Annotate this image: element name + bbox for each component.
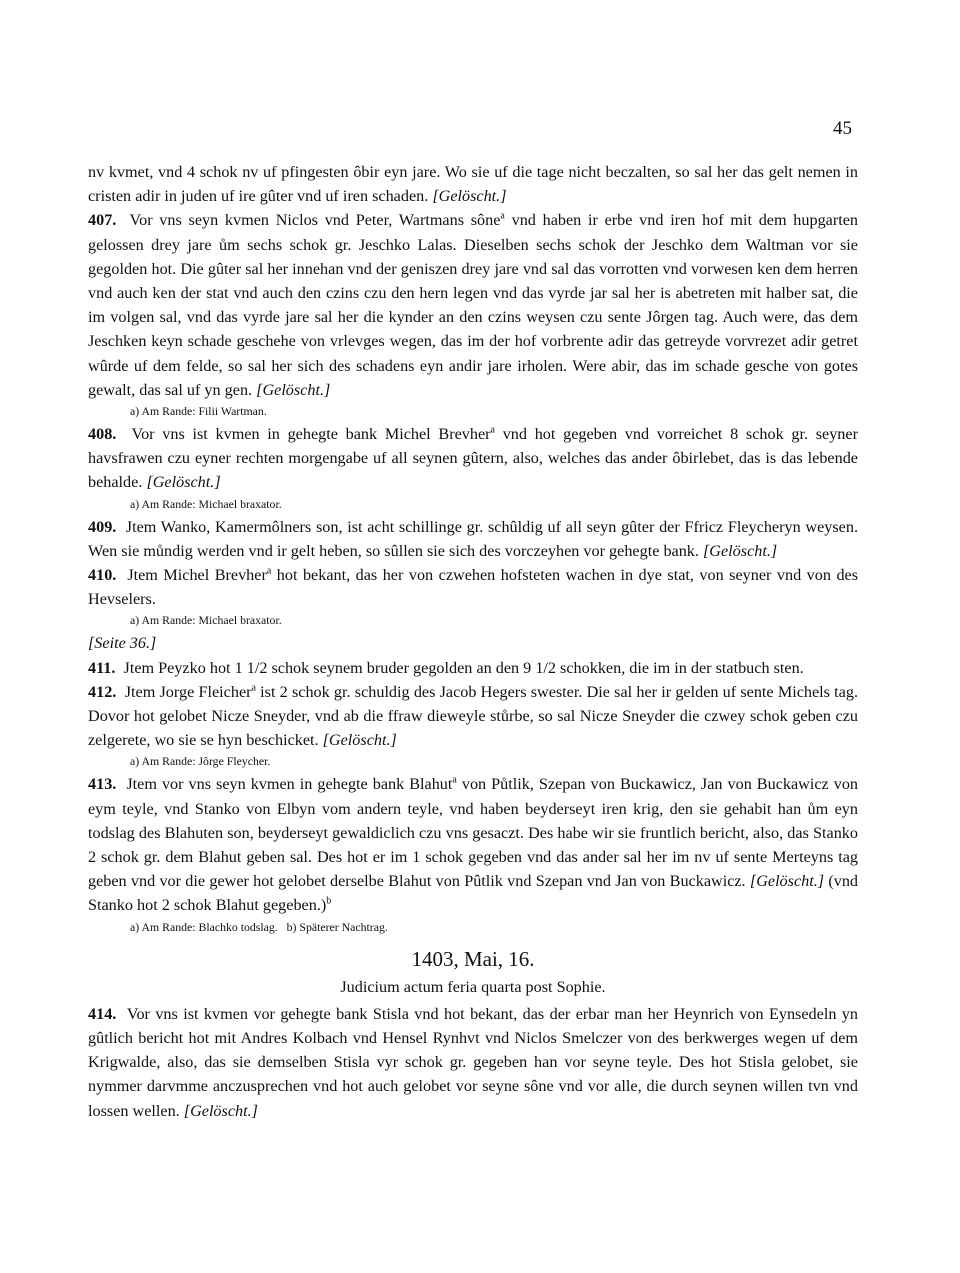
entry-411 [88, 656, 858, 680]
entry-412 [88, 680, 858, 753]
entry-text: Vor vns ist kvmen in gehegte bank Michel Brevher [131, 425, 491, 444]
deleted-marker: [Gelöscht.] [256, 380, 331, 399]
footnote: a) Am Rande: Filii Wartman. [130, 404, 267, 419]
footnote: a) Am Rande: Michael braxator. [130, 496, 282, 511]
entry-text: Jtem Wanko, Kamermôlners son, ist acht schillinge gr. schûldig uf all seyn gûter der Ffricz Fleycheryn weysen. Wen sie můndig werden vnd ir gelt heben, so sûllen sie sich des vorczeyhen vor gehegte bank. [88, 517, 858, 560]
footnote: a) Am Rande: Jôrge Fleycher. [130, 754, 271, 769]
footnote-marker: a [500, 211, 505, 223]
entry-number: 414. [88, 1004, 117, 1023]
footnote-marker: a [266, 565, 272, 577]
session-heading: Judicium actum feria quarta post Sophie. [340, 977, 606, 996]
continuation-paragraph [88, 160, 858, 208]
footnote-marker: a [251, 682, 256, 694]
footnote-marker: a [490, 424, 495, 436]
entry-number: 409. [88, 517, 117, 536]
entry-text: Jtem vor vns seyn kvmen in gehegte bank Blahut [126, 775, 453, 794]
entry-413 [88, 772, 858, 917]
deleted-marker: [Gelöscht.] [749, 872, 825, 891]
deleted-marker: [Gelöscht.] [322, 731, 397, 750]
page-number: 45 [833, 118, 852, 139]
entry-number: 413. [88, 775, 117, 794]
entry-number: 410. [88, 566, 117, 585]
entry-number: 412. [88, 682, 117, 701]
footnote-marker: b [326, 896, 332, 908]
entry-text: nv kvmet, vnd 4 schok nv uf pfingesten ôbir eyn jare. Wo sie uf die tage nicht beczalten, so sal her das gelt nemen in cristen adir in juden uf ire gûter vnd uf iren schaden. [88, 163, 858, 206]
entry-text: vnd haben ir erbe vnd iren hof mit dem hupgarten gelossen drey jare ům sechs schok gr. Jeschko Lalas. Dieselben sechs schok der Jeschko dem Waltman vor sie gegolden hot. Die gûter sal her innehan vnd der geniszen drey jare vnd sal das vorrotten vnd vorwesen ken dem herren vnd auch ken der stat vnd auch den czins czu den hern legen vnd das vyrde jar sal her is abetreten mit halber sat, die im volgen sal, vnd das vyrde jare sal her die kynder an den czins weysen czu sente Jôrgen tag. Auch were, das dem Jeschken keyn schade geschehe von vrlevges wegen, das im der hof vorbrente adir das getreyde vorvrezet adir getret wûrde uf dem felde, so sal her sich des schadens eyn andir jare irholen. Were abir, das im schade gesche von gotes gewalt, das sal uf yn gen. [88, 211, 859, 399]
entry-407 [88, 208, 858, 402]
entry-408 [88, 422, 858, 495]
deleted-marker: [Gelöscht.] [146, 473, 221, 492]
document-body [88, 160, 858, 1123]
footnote: a) Am Rande: Michael braxator. [130, 613, 282, 628]
entry-text: Jtem Michel Brevher [127, 566, 267, 585]
entry-410 [88, 563, 858, 611]
entry-414 [88, 1002, 858, 1123]
entry-text: Vor vns ist kvmen vor gehegte bank Stisla vnd hot bekant, das der erbar man her Heynrich von Eynsedeln yn gûtlich bericht hot mit Andres Kolbach vnd Hensel Rynhvt vnd Niclos Smelczer von des berkwerges wegen uf dem Krigwalde, also, das sie demselben Stisla vyr schok gr. gegeben han vor seyne teyle. Des hot Stisla gelobet, sie nymmer darvmme anczusprechen vnd hot auch gelobet vor seyne sône vnd vor alle, die durch seynen willen tvn vnd lossen wellen. [88, 1004, 858, 1120]
deleted-marker: [Gelöscht.] [703, 541, 778, 560]
footnote-marker: a [452, 775, 457, 787]
entry-409 [88, 515, 858, 563]
date-heading: 1403, Mai, 16. [411, 946, 535, 971]
entry-text: Jtem Peyzko hot 1 1/2 schok seynem bruder gegolden an den 9 1/2 schokken, die im in der statbuch sten. [123, 658, 804, 677]
entry-text: hot bekant, das her von czwehen hofsteten wachen in dye stat, von seyner vnd von des Hevselers. [88, 566, 859, 609]
entry-text: (vnd Stanko hot 2 schok Blahut gegeben.) [88, 872, 859, 915]
entry-text: von Půtlik, Szepan von Buckawicz, Jan von Buckawicz von eym teyle, vnd Stanko von Elbyn vom andern teyle, vnd haben beyderseyt iren krig, den sie gehabit han ům eyn todslag des Blahuten son, beyderseyt gewaldiclich czu vns gesaczt. Des habe wir sie fruntlich bericht, also, das Stanko 2 schok gr. dem Blahut geben sal. Des hot er im 1 schok gegeben vnd das ander sal her im nv uf sente Merteyns tag geben vnd vor die gewer hot gelobet derselbe Blahut von Pûtlik vnd Szepan vnd Jan von Buckawicz. [88, 775, 859, 891]
entry-text: Vor vns seyn kvmen Niclos vnd Peter, Wartmans sône [129, 211, 501, 230]
page-reference: [Seite 36.] [88, 634, 157, 653]
entry-number: 408. [88, 425, 117, 444]
entry-text: Jtem Jorge Fleicher [124, 682, 252, 701]
entry-text: ist 2 schok gr. schuldig des Jacob Hegers swester. Die sal her ir gelden uf sente Michels tag. Dovor hot gelobet Nicze Sneyder, vnd ab die ffraw dieweyle stůrbe, so sal Nicze Sneyder die czwey schok geben czu zelgerete, wo sie se hyn beschicket. [88, 682, 858, 750]
deleted-marker: [Gelöscht.] [432, 187, 507, 206]
deleted-marker: [Gelöscht.] [183, 1101, 258, 1120]
entry-text: vnd hot gegeben vnd vorreichet 8 schok gr. seyner havsfrawen czu eyner rechten morgengabe uf all seynen gûtern, also, welches das ander ôbirlebet, das is das lebende behalde. [88, 425, 858, 492]
entry-number: 411. [88, 658, 116, 677]
footnote: a) Am Rande: Blachko todslag. b) Späterer Nachtrag. [130, 919, 388, 934]
entry-number: 407. [88, 211, 117, 230]
